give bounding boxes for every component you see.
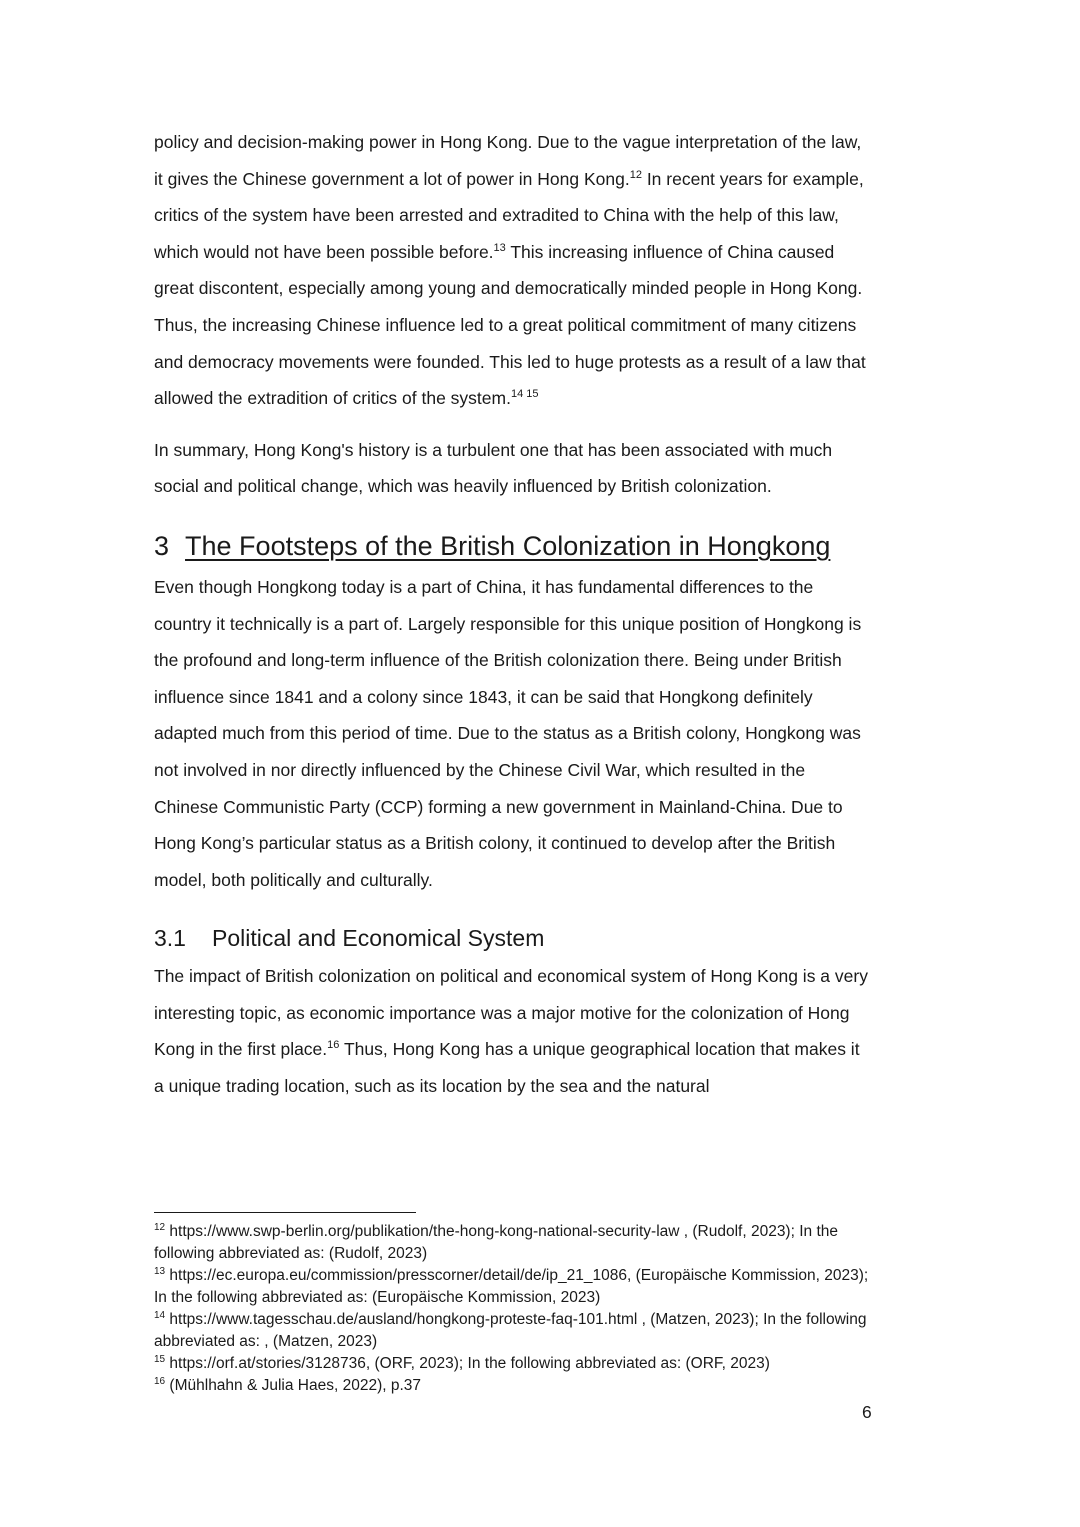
paragraph-summary: In summary, Hong Kong's history is a turbulent one that has been associated with much social and political change, which was heavily influenced by British colonization.: [154, 439, 833, 497]
footnote-number: 14: [154, 1310, 166, 1321]
subsection-title: Political and Economical System: [212, 925, 545, 952]
footnotes: [154, 1212, 884, 1397]
section-3-1-heading: [154, 918, 870, 958]
paragraph-text: policy and decision-making power in Hong Kong. Due to the vague interpretation of the law, it gives the Chinese government a lot of power in Hong Kong.: [154, 132, 862, 189]
paragraph-text: Thus, Hong Kong has a unique geographical location that makes it a unique trading location, such as its location by the sea and the natural: [154, 1039, 860, 1097]
footnote-15: [154, 1353, 884, 1375]
footnote-number: 15: [154, 1354, 166, 1365]
main-content: [154, 124, 870, 1105]
footnote-13: [154, 1265, 884, 1309]
footnote-12: [154, 1221, 884, 1265]
section-3-heading: [154, 523, 870, 569]
footnote-ref-14-15[interactable]: 14 15: [510, 388, 539, 401]
paragraph-text: In recent years for example, critics of the system have been arrested and extradited to China with the help of this law, which would not have been possible before.: [154, 168, 864, 262]
footnote-text: (Mühlhahn & Julia Haes, 2022), p.37: [165, 1377, 422, 1394]
footnote-14: [154, 1309, 884, 1353]
footnote-16: [154, 1375, 884, 1397]
footnote-number: 13: [154, 1266, 166, 1277]
footnote-ref-16[interactable]: 16: [327, 1039, 340, 1052]
paragraph-security-law: [154, 124, 870, 417]
paragraph-economic-system: [154, 958, 870, 1104]
footnote-number: 16: [154, 1376, 166, 1387]
paragraph-text: This increasing influence of China caused great discontent, especially among young and democratically minded people in Hong Kong. Thus, the increasing Chinese influence led to a great political commitment of many citizens and democracy movements were founded. This led to huge protests as a result of a law that allowed the extradition of critics of the system.: [154, 241, 866, 409]
section-title: The Footsteps of the British Colonization in Hongkong: [185, 530, 831, 561]
footnote-text: https://www.tagesschau.de/ausland/hongkong-proteste-faq-101.html , (Matzen, 2023); In the following abbreviated as: , (Matzen, 2023): [154, 1311, 867, 1350]
paragraph-text: The impact of British colonization on political and economical system of Hong Kong is a very interesting topic, as economic importance was a major motive for the colonization of Hong Kong in the first place.: [154, 966, 868, 1060]
page-number: 6: [862, 1402, 872, 1422]
footnote-text: https://orf.at/stories/3128736, (ORF, 2023); In the following abbreviated as: (ORF, 2023): [165, 1355, 770, 1372]
footnote-divider: [154, 1212, 416, 1213]
subsection-number: 3.1: [154, 925, 186, 952]
footnote-number: 12: [154, 1222, 166, 1233]
footnote-text: https://www.swp-berlin.org/publikation/the-hong-kong-national-security-law , (Rudolf, 2023); In the following abbreviated as: (Rudolf, 2023): [154, 1223, 838, 1262]
paragraph-british-influence: Even though Hongkong today is a part of China, it has fundamental differences to the country it technically is a part of. Largely responsible for this unique position of Hongkong is the profound and long-term influence of the British colonization there. Being under British influence since 1841 and a colony since 1843, it can be said that Hongkong definitely adapted much from this period of time. Due to the status as a British colony, Hongkong was not involved in nor directly influenced by the Chinese Civil War, which resulted in the Chinese Communistic Party (CCP) forming a new government in Mainland-China. Due to Hong Kong’s particular status as a British colony, it continued to develop after the British model, both politically and culturally.: [154, 576, 862, 890]
footnote-ref-13[interactable]: 13: [493, 241, 506, 254]
section-number: 3: [154, 530, 170, 561]
footnote-ref-12[interactable]: 12: [629, 168, 642, 181]
footnote-text: https://ec.europa.eu/commission/presscorner/detail/de/ip_21_1086, (Europäische Kommission, 2023); In the following abbreviated as: (Europäische Kommission, 2023): [154, 1267, 869, 1306]
